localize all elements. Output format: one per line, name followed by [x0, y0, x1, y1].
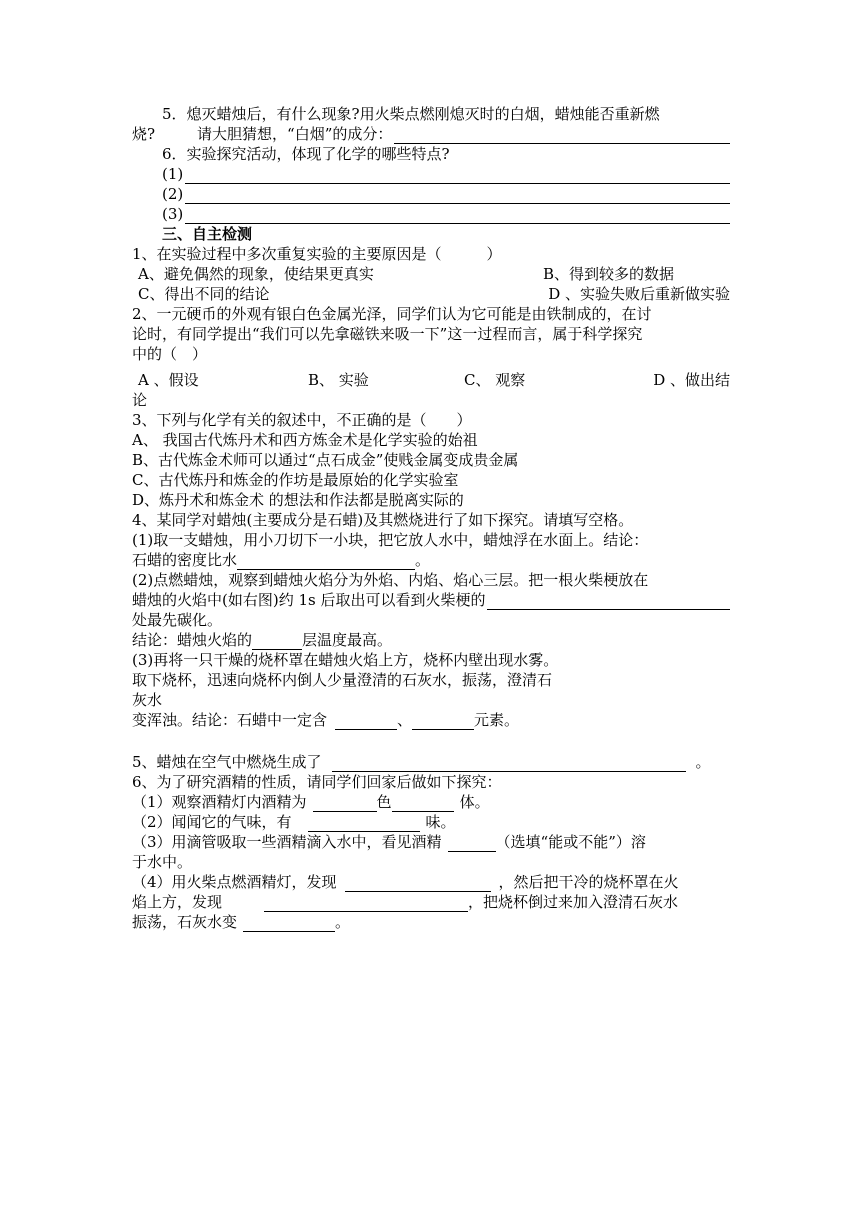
q6-step2: （2）闻闻它的气味，有 味。	[132, 813, 456, 831]
combustion-product-blank[interactable]	[332, 755, 686, 772]
q6-step1: （1）观察酒精灯内酒精为 色 体。	[132, 793, 490, 811]
q4-p3-line3: 灰水	[132, 691, 163, 709]
q4-p2-line1: (2)点燃蜡烛，观察到蜡烛火焰分为外焰、内焰、焰心三层。把一根火柴梗放在	[132, 571, 649, 589]
q2-option-d[interactable]: D 、做出结	[653, 371, 730, 389]
q4-p2-line3: 处最先碳化。	[132, 611, 223, 629]
q6-old-item-3: (3)	[132, 204, 730, 224]
q3-option-d[interactable]: D、炼丹术和炼金术 的想法和作法都是脱离实际的	[132, 491, 464, 509]
q6-stem: 6、为了研究酒精的性质，请同学们回家后做如下探究：	[132, 773, 502, 791]
q6-step4: （4）用火柴点燃酒精灯，发现 ，然后把干冷的烧杯罩在火	[132, 873, 679, 891]
q1-option-b[interactable]: B、得到较多的数据	[542, 265, 674, 283]
q4-p2-line4: 结论：蜡烛火焰的 层温度最高。	[132, 631, 393, 649]
q1-options-ab	[132, 264, 730, 284]
q6-old-item-1: (1)	[132, 164, 730, 184]
q4-p1-line1: (1)取一支蜡烛，用小刀切下一小块，把它放人水中，蜡烛浮在水面上。结论：	[132, 531, 649, 549]
answer-blank[interactable]	[185, 207, 730, 224]
q2-line2: 论时，有同学提出“我们可以先拿磁铁来吸一下”这一过程而言，属于科学探究	[132, 325, 643, 343]
q3-option-a[interactable]: A、 我国古代炼丹术和西方炼金术是化学实验的始祖	[132, 431, 478, 449]
q2-line1: 2、一元硬币的外观有银白色金属光泽，同学们认为它可能是由铁制成的，在讨	[132, 305, 652, 323]
q4-p3-line4: 变浑浊。结论：石蜡中一定含 、 元素。	[132, 711, 520, 729]
q1-options-cd	[132, 284, 730, 304]
white-smoke-blank[interactable]	[394, 127, 730, 144]
q6-old-title: 6．实验探究活动，体现了化学的哪些特点?	[162, 145, 450, 163]
state-blank[interactable]	[392, 795, 454, 812]
smell-blank[interactable]	[308, 815, 420, 832]
q4-p1-line2: 石蜡的密度比水 。	[132, 551, 431, 569]
q2-option-a[interactable]: A 、假设	[138, 371, 199, 389]
q1-stem: 1、在实验过程中多次重复实验的主要原因是（ ）	[132, 245, 502, 263]
flame-observation-blank[interactable]	[345, 875, 491, 892]
solubility-blank[interactable]	[448, 835, 496, 852]
q4-p3-line2: 取下烧杯，迅速向烧杯内倒人少量澄清的石灰水，振荡，澄清石	[132, 671, 553, 689]
q1-option-a[interactable]: A、避免偶然的现象，使结果更真实	[138, 265, 374, 283]
q4-p3-line1: (3)再将一只干燥的烧杯罩在蜡烛火焰上方，烧杯内壁出现水雾。	[132, 651, 559, 669]
q4-p2-line2: 蜡烛的火焰中(如右图)约 1s 后取出可以看到火柴梗的	[132, 590, 730, 610]
q2-line3: 中的（ ）	[132, 345, 208, 363]
q3-option-b[interactable]: B、古代炼金术师可以通过“点石成金”使贱金属变成贵金属	[132, 451, 519, 469]
q1-option-d[interactable]: D 、实验失败后重新做实验	[548, 285, 730, 303]
q2-options	[132, 370, 730, 390]
q6-step3-cont: 于水中。	[132, 853, 193, 871]
section-title: 三、自主检测	[162, 225, 253, 243]
flame-layer-blank[interactable]	[252, 633, 302, 650]
q3-stem: 3、下列与化学有关的叙述中，不正确的是（ ）	[132, 411, 472, 429]
q5-old-line1: 5．熄灭蜡烛后，有什么现象?用火柴点燃刚熄灭时的白烟，蜡烛能否重新燃	[162, 105, 660, 123]
matchstick-blank[interactable]	[487, 593, 730, 610]
limewater-blank[interactable]	[243, 915, 335, 932]
element-blank-2[interactable]	[412, 713, 474, 730]
answer-blank[interactable]	[185, 187, 730, 204]
q3-option-c[interactable]: C、古代炼丹和炼金的作坊是最原始的化学实验室	[132, 471, 459, 489]
density-blank[interactable]	[237, 553, 415, 570]
q2-option-c[interactable]: C、 观察	[464, 371, 526, 389]
color-blank[interactable]	[313, 795, 377, 812]
q6-step4-line3: 振荡，石灰水变 。	[132, 913, 351, 931]
worksheet-page	[132, 104, 730, 932]
q2-option-b[interactable]: B、 实验	[308, 371, 369, 389]
q2-option-d-cont: 论	[132, 391, 148, 409]
answer-blank[interactable]	[185, 167, 730, 184]
element-blank-1[interactable]	[335, 713, 397, 730]
q4-stem: 4、某同学对蜡烛(主要成分是石蜡)及其燃烧进行了如下探究。请填写空格。	[132, 511, 634, 529]
q6-step3: （3）用滴管吸取一些酒精滴入水中，看见酒精 （选填“能或不能”）溶	[132, 833, 646, 851]
q5-old-line2: 烧? 请大胆猜想，“白烟”的成分：	[132, 124, 730, 144]
beaker-observation-blank[interactable]	[264, 895, 468, 912]
q5-line: 5、蜡烛在空气中燃烧生成了 。	[132, 753, 711, 771]
q6-old-item-2: (2)	[132, 184, 730, 204]
q6-step4-line2: 焰上方，发现 ，把烧杯倒过来加入澄清石灰水	[132, 893, 679, 911]
q1-option-c[interactable]: C、得出不同的结论	[138, 285, 270, 303]
